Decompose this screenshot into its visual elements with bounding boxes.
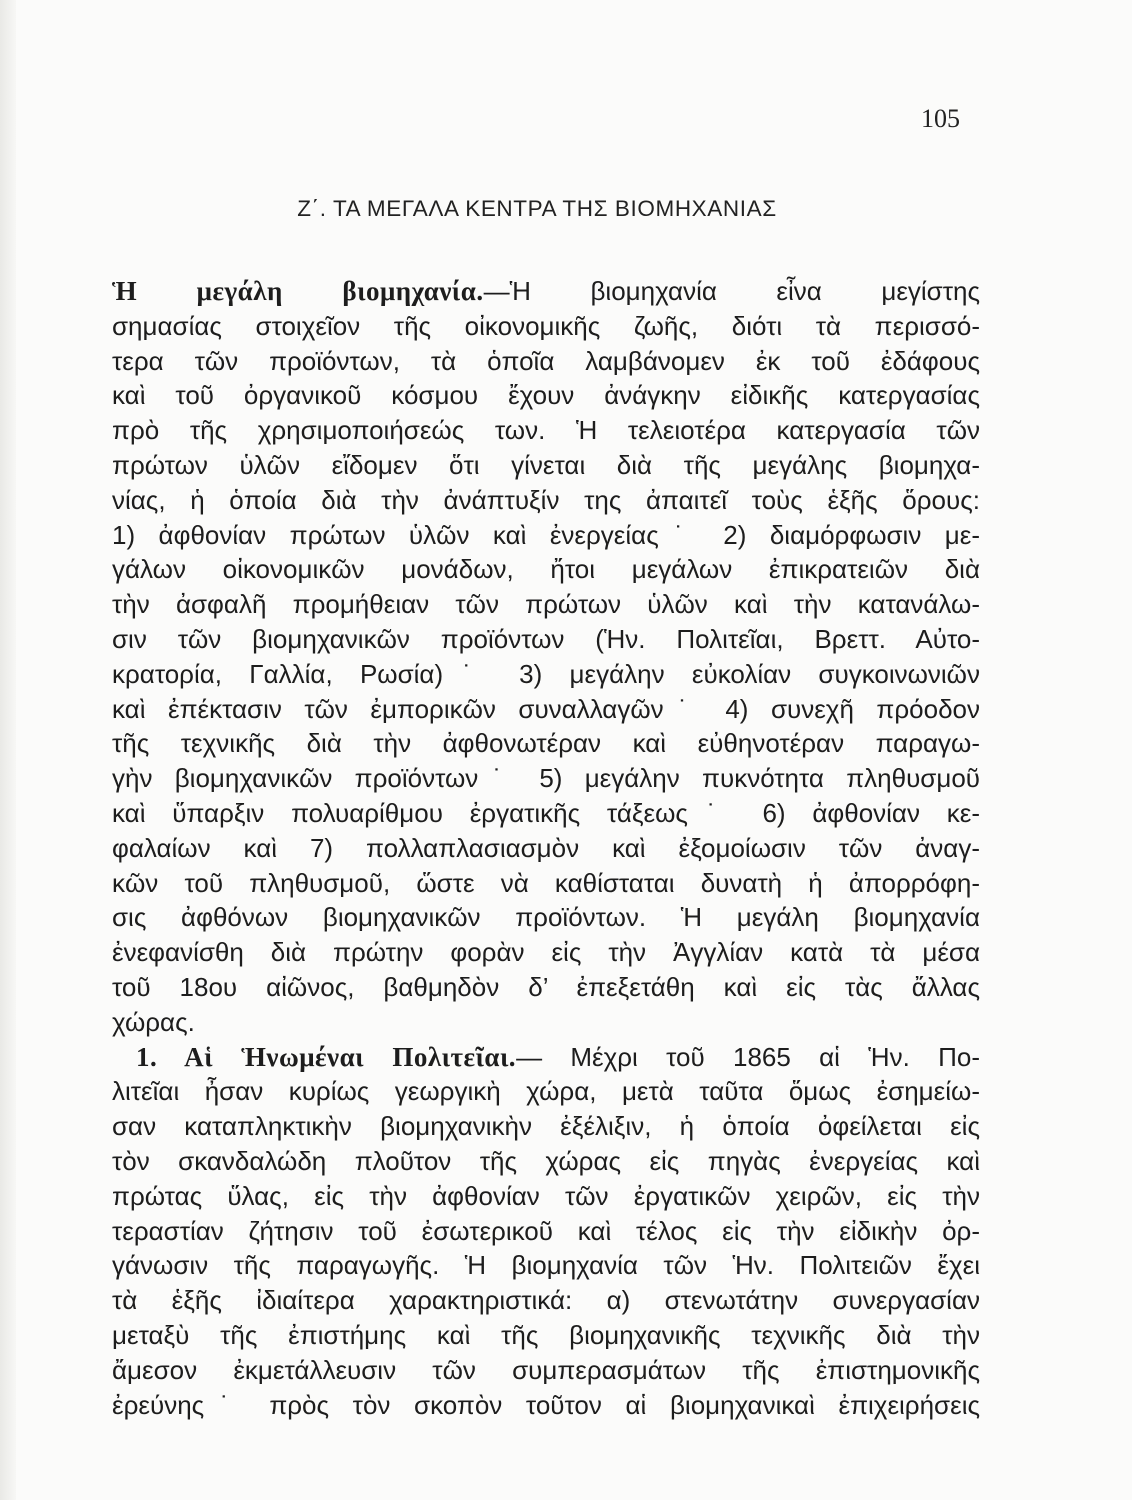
text-line: τὸν σκανδαλώδη πλοῦτον τῆς χώρας εἰς πηγὰς ἐνεργείας καὶ [112,1145,980,1176]
text-line: σις ἀφθόνων βιομηχανικῶν προϊόντων. Ἡ μεγάλη βιομηχανία [112,902,980,933]
text-line: πρώτας ὕλας, εἰς τὴν ἀφθονίαν τῶν ἐργατικῶν χειρῶν, εἰς τὴν [112,1180,980,1211]
text-line: νίας, ἡ ὁποία διὰ τὴν ἀνάπτυξίν της ἀπαιτεῖ τοὺς ἑξῆς ὅρους: [112,484,980,515]
text-line: σιν τῶν βιομηχανικῶν προϊόντων (Ἡν. Πολιτεῖαι, Βρεττ. Αὐτο- [112,623,980,654]
text-line: γὴν βιομηχανικῶν προϊόντων˙ 5) μεγάλην πυκνότητα πληθυσμοῦ [112,763,980,794]
text-line: Ἡ μεγάλη βιομηχανία.—Ἡ βιομηχανία εἶνα μεγίστης [112,276,980,306]
text-line: σημασίας στοιχεῖον τῆς οἰκονομικῆς ζωῆς, διότι τὰ περισσό- [112,310,980,341]
text-line: 1) ἀφθονίαν πρώτων ὑλῶν καὶ ἐνεργείας˙ 2) διαμόρφωσιν με- [112,519,980,550]
text-line: κῶν τοῦ πληθυσμοῦ, ὥστε νὰ καθίσταται δυνατὴ ἡ ἀπορρόφη- [112,867,980,898]
text-line: 1. Αἱ Ἡνωμέναι Πολιτεῖαι.— Μέχρι τοῦ 1865 αἱ Ἡν. Πο- [136,1041,980,1072]
chapter-title: Ζ΄. ΤΑ ΜΕΓΑΛΑ ΚΕΝΤΡΑ ΤΗΣ ΒΙΟΜΗΧΑΝΙΑΣ [297,196,777,221]
body-text [112,274,980,1422]
text-line: χώρας. [112,1006,195,1037]
text-line: γάνωσιν τῆς παραγωγῆς. Ἡ βιομηχανία τῶν Ἡν. Πολιτειῶν ἔχει [112,1250,980,1281]
text-line: τῆς τεχνικῆς διὰ τὴν ἀφθονωτέραν καὶ εὐθηνοτέραν παραγω- [112,728,980,759]
text-line: ἄμεσον ἐκμετάλλευσιν τῶν συμπερασμάτων τῆς ἐπιστημονικῆς [112,1354,980,1385]
text-line: τὴν ἀσφαλῆ προμήθειαν τῶν πρώτων ὑλῶν καὶ τὴν κατανάλω- [112,589,980,620]
text-line: γάλων οἰκονομικῶν μονάδων, ἤτοι μεγάλων ἐπικρατειῶν διὰ [112,554,980,585]
text-line: καὶ ἐπέκτασιν τῶν ἐμπορικῶν συναλλαγῶν˙ 4) συνεχῆ πρόοδον [112,693,980,724]
text-line: πρώτων ὑλῶν εἴδομεν ὅτι γίνεται διὰ τῆς μεγάλης βιομηχα- [112,449,980,480]
text-line: τοῦ 18ου αἰῶνος, βαθμηδὸν δ’ ἐπεξετάθη καὶ εἰς τὰς ἄλλας [112,971,980,1002]
page-gutter-shadow [0,0,16,1500]
text-line: τερα τῶν προϊόντων, τὰ ὁποῖα λαμβάνομεν ἐκ τοῦ ἐδάφους [112,345,980,376]
text-line: καὶ ὕπαρξιν πολυαρίθμου ἐργατικῆς τάξεως˙ 6) ἀφθονίαν κε- [112,797,980,828]
text-line: λιτεῖαι ἦσαν κυρίως γεωργικὴ χώρα, μετὰ ταῦτα ὅμως ἐσημείω- [112,1076,980,1107]
text-line: σαν καταπληκτικὴν βιομηχανικὴν ἐξέλιξιν, ἡ ὁποία ὀφείλεται εἰς [112,1111,980,1142]
text-line: τὰ ἑξῆς ἰδιαίτερα χαρακτηριστικά: α) στενωτάτην συνεργασίαν [112,1285,980,1316]
text-line: ἐνεφανίσθη διὰ πρώτην φορὰν εἰς τὴν Ἀγγλίαν κατὰ τὰ μέσα [112,937,980,968]
text-line: φαλαίων καὶ 7) πολλαπλασιασμὸν καὶ ἐξομοίωσιν τῶν ἀναγ- [112,832,980,863]
text-line: καὶ τοῦ ὀργανικοῦ κόσμου ἔχουν ἀνάγκην εἰδικῆς κατεργασίας [112,380,980,411]
section-heading: Ἡ μεγάλη βιομηχανία. [112,276,484,306]
text-line: ἐρεύνης˙ πρὸς τὸν σκοπὸν τοῦτον αἱ βιομηχανικαὶ ἐπιχειρήσεις [112,1389,980,1420]
text-line: μεταξὺ τῆς ἐπιστήμης καὶ τῆς βιομηχανικῆς τεχνικῆς διὰ τὴν [112,1319,980,1350]
section-heading: 1. Αἱ Ἡνωμέναι Πολιτεῖαι. [136,1041,517,1072]
text-line: πρὸ τῆς χρησιμοποιήσεώς των. Ἡ τελειοτέρα κατεργασία τῶν [112,415,980,446]
text-line: τεραστίαν ζήτησιν τοῦ ἐσωτερικοῦ καὶ τέλος εἰς τὴν εἰδικὴν ὀρ- [112,1215,980,1246]
page-number: 105 [921,104,960,133]
text-line: κρατορία, Γαλλία, Ρωσία)˙ 3) μεγάλην εὐκολίαν συγκοινωνιῶν [112,658,980,689]
